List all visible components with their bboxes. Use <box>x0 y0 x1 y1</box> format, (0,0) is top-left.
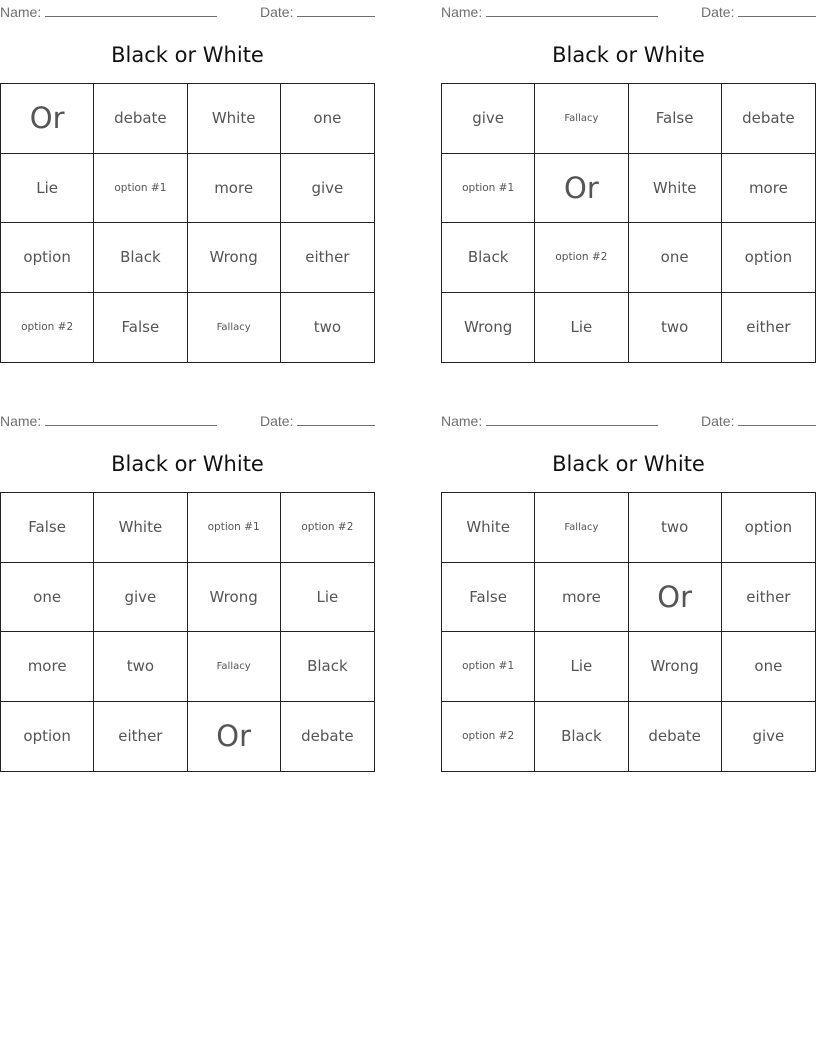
name-label: Name: <box>0 4 42 20</box>
bingo-cell[interactable]: one <box>629 223 722 293</box>
bingo-cell[interactable]: option #1 <box>442 154 535 224</box>
date-label: Date: <box>701 413 735 429</box>
bingo-cell[interactable]: Fallacy <box>188 632 281 702</box>
bingo-cell[interactable]: two <box>629 293 722 363</box>
name-field <box>441 3 658 20</box>
bingo-cell[interactable]: one <box>1 563 94 633</box>
bingo-cell[interactable]: give <box>94 563 187 633</box>
bingo-grid <box>441 83 816 363</box>
name-blank-line[interactable] <box>45 3 217 17</box>
card-title: Black or White <box>552 452 705 476</box>
bingo-cell[interactable]: Fallacy <box>535 493 628 563</box>
name-field <box>441 412 658 429</box>
bingo-cell[interactable]: option <box>1 223 94 293</box>
bingo-cell[interactable]: Fallacy <box>535 84 628 154</box>
name-label: Name: <box>441 4 483 20</box>
bingo-cell[interactable]: option #2 <box>281 493 374 563</box>
bingo-cell[interactable]: option #2 <box>442 702 535 772</box>
date-blank-line[interactable] <box>738 412 816 426</box>
bingo-cell[interactable]: one <box>281 84 374 154</box>
bingo-cell[interactable]: more <box>535 563 628 633</box>
card-header <box>0 412 375 428</box>
bingo-cell[interactable]: Black <box>94 223 187 293</box>
bingo-cell[interactable]: False <box>94 293 187 363</box>
bingo-cell[interactable]: Black <box>442 223 535 293</box>
bingo-cell[interactable]: Wrong <box>442 293 535 363</box>
card-header <box>441 3 816 19</box>
bingo-cell[interactable]: False <box>629 84 722 154</box>
bingo-cell[interactable]: give <box>752 727 785 746</box>
bingo-cell[interactable]: one <box>722 632 815 702</box>
bingo-cell[interactable]: Black <box>281 632 374 702</box>
bingo-cell[interactable]: option <box>722 493 815 563</box>
card-header <box>0 3 375 19</box>
date-blank-line[interactable] <box>738 3 816 17</box>
bingo-card-3 <box>0 409 375 774</box>
bingo-cell[interactable]: more <box>188 154 281 224</box>
bingo-cell[interactable]: option #1 <box>188 493 281 563</box>
bingo-cell[interactable]: two <box>94 632 187 702</box>
bingo-cell[interactable]: debate <box>722 84 815 154</box>
bingo-grid <box>0 492 375 772</box>
date-label: Date: <box>260 413 294 429</box>
date-label: Date: <box>701 4 735 20</box>
card-header <box>441 412 816 428</box>
bingo-cell[interactable]: Wrong <box>188 223 281 293</box>
bingo-cell[interactable]: option #2 <box>1 293 94 363</box>
bingo-cell[interactable]: Lie <box>281 563 374 633</box>
bingo-cell[interactable]: more <box>1 632 94 702</box>
card-title: Black or White <box>111 43 264 67</box>
bingo-cell[interactable]: debate <box>301 727 354 746</box>
date-field <box>701 412 816 429</box>
date-label: Date: <box>260 4 294 20</box>
bingo-cell[interactable]: either <box>722 563 815 633</box>
bingo-cell[interactable]: White <box>94 493 187 563</box>
bingo-cell[interactable]: debate <box>629 702 722 772</box>
bingo-cell[interactable]: Fallacy <box>188 293 281 363</box>
card-title: Black or White <box>552 43 705 67</box>
bingo-cell[interactable]: option #1 <box>94 154 187 224</box>
bingo-cell[interactable]: Or <box>629 563 722 633</box>
bingo-cell[interactable]: Black <box>535 702 628 772</box>
bingo-cell[interactable]: either <box>281 223 374 293</box>
bingo-card-1 <box>0 0 375 365</box>
bingo-cell[interactable]: Or <box>535 154 628 224</box>
date-field <box>260 3 375 20</box>
name-label: Name: <box>441 413 483 429</box>
bingo-cell[interactable]: option #1 <box>442 632 535 702</box>
bingo-cell[interactable]: Lie <box>535 293 628 363</box>
bingo-cell[interactable]: False <box>442 563 535 633</box>
date-field <box>260 412 375 429</box>
bingo-cell[interactable]: two <box>629 493 722 563</box>
date-field <box>701 3 816 20</box>
bingo-cell[interactable]: option #2 <box>535 223 628 293</box>
bingo-cell[interactable]: Lie <box>1 154 94 224</box>
name-label: Name: <box>0 413 42 429</box>
bingo-card-4 <box>441 409 816 774</box>
date-blank-line[interactable] <box>297 412 375 426</box>
name-blank-line[interactable] <box>486 412 658 426</box>
bingo-cell[interactable]: Wrong <box>629 632 722 702</box>
bingo-cell[interactable]: Or <box>188 702 281 772</box>
bingo-cell[interactable]: White <box>188 84 281 154</box>
name-field <box>0 412 217 429</box>
bingo-cell[interactable]: give <box>281 154 374 224</box>
bingo-grid <box>0 83 375 363</box>
bingo-cell[interactable]: debate <box>94 84 187 154</box>
card-title: Black or White <box>111 452 264 476</box>
bingo-cell[interactable]: option <box>722 223 815 293</box>
bingo-cell[interactable]: two <box>313 318 342 337</box>
bingo-grid <box>441 492 816 772</box>
name-blank-line[interactable] <box>486 3 658 17</box>
bingo-cell[interactable]: False <box>1 493 94 563</box>
date-blank-line[interactable] <box>297 3 375 17</box>
bingo-cell[interactable]: either <box>746 318 791 337</box>
bingo-cell[interactable]: Or <box>1 84 94 154</box>
bingo-cell[interactable]: more <box>722 154 815 224</box>
name-field <box>0 3 217 20</box>
bingo-cell[interactable]: Lie <box>535 632 628 702</box>
bingo-cell[interactable]: Wrong <box>188 563 281 633</box>
bingo-cell[interactable]: White <box>629 154 722 224</box>
bingo-cell[interactable]: option <box>1 702 94 772</box>
bingo-card-2 <box>441 0 816 365</box>
bingo-cell[interactable]: give <box>442 84 535 154</box>
name-blank-line[interactable] <box>45 412 217 426</box>
bingo-cell[interactable]: either <box>94 702 187 772</box>
bingo-cell[interactable]: White <box>442 493 535 563</box>
